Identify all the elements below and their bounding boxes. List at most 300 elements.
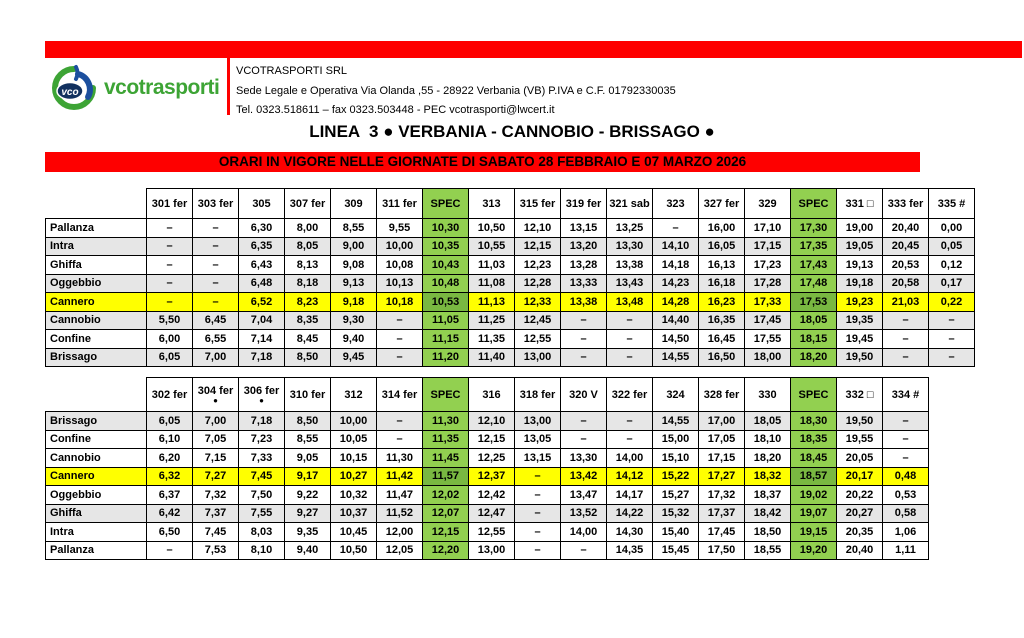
time-cell: – (515, 504, 561, 523)
time-cell: 19,07 (791, 504, 837, 523)
table-row (46, 541, 929, 560)
column-header-label: 310 fer (289, 388, 326, 401)
table-row (46, 219, 975, 238)
time-cell: 15,27 (653, 486, 699, 505)
time-cell: 11,40 (469, 348, 515, 367)
time-cell: 19,18 (837, 274, 883, 293)
time-cell: 18,55 (745, 541, 791, 560)
time-cell: 7,50 (239, 486, 285, 505)
station-cell: Intra (46, 523, 147, 542)
run-column-header (515, 189, 561, 219)
time-cell: 15,10 (653, 449, 699, 468)
time-cell: 16,13 (699, 256, 745, 275)
run-column-header (147, 378, 193, 412)
run-column-header (837, 189, 883, 219)
time-cell: 8,45 (285, 330, 331, 349)
time-cell: 15,22 (653, 467, 699, 486)
time-cell: – (147, 293, 193, 312)
time-cell: 14,12 (607, 467, 653, 486)
run-column-header (147, 189, 193, 219)
run-column-header (377, 378, 423, 412)
time-cell: 18,20 (745, 449, 791, 468)
time-cell: 12,37 (469, 467, 515, 486)
time-cell: 14,55 (653, 348, 699, 367)
time-cell: 12,42 (469, 486, 515, 505)
timetable-grid (45, 377, 929, 560)
time-cell: – (147, 541, 193, 560)
spec-column-header (791, 189, 837, 219)
time-cell: 12,55 (469, 523, 515, 542)
time-cell: – (561, 430, 607, 449)
run-column-header (699, 189, 745, 219)
time-cell: 11,03 (469, 256, 515, 275)
time-cell: 14,22 (607, 504, 653, 523)
time-cell: 13,28 (561, 256, 607, 275)
validity-banner: ORARI IN VIGORE NELLE GIORNATE DI SABATO 28 FEBBRAIO E 07 MARZO 2026 (45, 152, 920, 172)
time-cell: 9,22 (285, 486, 331, 505)
time-cell: 10,15 (331, 449, 377, 468)
time-cell: 11,13 (469, 293, 515, 312)
time-cell: – (147, 219, 193, 238)
time-cell: – (561, 412, 607, 431)
timetable-outbound (45, 188, 975, 367)
column-header-label: 305 (252, 197, 271, 210)
time-cell: 9,55 (377, 219, 423, 238)
time-cell: 17,15 (699, 449, 745, 468)
time-cell: – (607, 311, 653, 330)
spec-column-header (423, 378, 469, 412)
time-cell: 14,35 (607, 541, 653, 560)
time-cell: 6,32 (147, 467, 193, 486)
time-cell: 9,00 (331, 237, 377, 256)
time-cell: – (193, 219, 239, 238)
time-cell: 17,10 (745, 219, 791, 238)
time-cell: 17,35 (791, 237, 837, 256)
time-cell: 13,42 (561, 467, 607, 486)
time-cell: 19,02 (791, 486, 837, 505)
time-cell: 11,35 (423, 430, 469, 449)
time-cell: 20,53 (883, 256, 929, 275)
time-cell: – (193, 256, 239, 275)
time-cell: 18,32 (745, 467, 791, 486)
time-cell: 10,05 (331, 430, 377, 449)
time-cell: 17,55 (745, 330, 791, 349)
time-cell: 14,28 (653, 293, 699, 312)
time-cell: 12,10 (469, 412, 515, 431)
time-cell: 16,00 (699, 219, 745, 238)
time-cell: 6,48 (239, 274, 285, 293)
time-cell: 11,15 (423, 330, 469, 349)
run-column-header (745, 189, 791, 219)
time-cell: 12,00 (377, 523, 423, 542)
time-cell: – (193, 274, 239, 293)
time-cell: 13,48 (607, 293, 653, 312)
time-cell: 10,32 (331, 486, 377, 505)
time-cell: 21,03 (883, 293, 929, 312)
column-header-label: 303 fer (197, 197, 234, 210)
time-cell: 7,53 (193, 541, 239, 560)
time-cell: 18,00 (745, 348, 791, 367)
time-cell: 19,15 (791, 523, 837, 542)
time-cell: – (561, 311, 607, 330)
time-cell: 11,30 (423, 412, 469, 431)
time-cell: 20,17 (837, 467, 883, 486)
time-cell: 14,18 (653, 256, 699, 275)
time-cell: 12,23 (515, 256, 561, 275)
time-cell: 0,17 (929, 274, 975, 293)
run-column-header (377, 189, 423, 219)
column-header-label: 320 V (569, 388, 598, 401)
column-header-label: 318 fer (519, 388, 556, 401)
station-cell: Intra (46, 237, 147, 256)
column-header-label: 309 (344, 197, 363, 210)
time-cell: 14,17 (607, 486, 653, 505)
time-cell: 8,23 (285, 293, 331, 312)
column-header-label: 319 fer (565, 197, 602, 210)
time-cell: – (377, 311, 423, 330)
time-cell: 8,10 (239, 541, 285, 560)
time-cell: 19,55 (837, 430, 883, 449)
time-cell: 19,50 (837, 412, 883, 431)
time-cell: 10,00 (331, 412, 377, 431)
time-cell: 10,18 (377, 293, 423, 312)
time-cell: 18,35 (791, 430, 837, 449)
time-cell: 7,00 (193, 348, 239, 367)
column-header-label: 335 # (937, 197, 966, 210)
time-cell: 17,27 (699, 467, 745, 486)
time-cell: 7,05 (193, 430, 239, 449)
table-row (46, 430, 929, 449)
time-cell: 19,45 (837, 330, 883, 349)
time-cell: 12,25 (469, 449, 515, 468)
time-cell: 9,45 (331, 348, 377, 367)
column-header-label: 329 (758, 197, 777, 210)
time-cell: 16,05 (699, 237, 745, 256)
table-row (46, 293, 975, 312)
time-cell: 7,00 (193, 412, 239, 431)
time-cell: – (561, 541, 607, 560)
time-cell: 13,20 (561, 237, 607, 256)
time-cell: 0,22 (929, 293, 975, 312)
time-cell: 6,10 (147, 430, 193, 449)
time-cell: 9,08 (331, 256, 377, 275)
time-cell: – (377, 348, 423, 367)
time-cell: 20,05 (837, 449, 883, 468)
time-cell: 17,28 (745, 274, 791, 293)
time-cell: 7,45 (193, 523, 239, 542)
time-cell: 6,42 (147, 504, 193, 523)
time-cell: 18,42 (745, 504, 791, 523)
table-row (46, 523, 929, 542)
time-cell: 8,55 (331, 219, 377, 238)
time-cell: – (929, 348, 975, 367)
time-cell: 7,55 (239, 504, 285, 523)
time-cell: 11,57 (423, 467, 469, 486)
time-cell: 12,55 (515, 330, 561, 349)
time-cell: 8,05 (285, 237, 331, 256)
time-cell: 17,45 (699, 523, 745, 542)
column-header-label: SPEC (798, 197, 829, 210)
time-cell: – (147, 256, 193, 275)
column-header-note: ● (213, 396, 218, 405)
time-cell: 9,40 (285, 541, 331, 560)
time-cell: 12,05 (377, 541, 423, 560)
time-cell: 11,08 (469, 274, 515, 293)
time-cell: 13,38 (561, 293, 607, 312)
time-cell: 17,30 (791, 219, 837, 238)
run-column-header (285, 378, 331, 412)
run-column-header (745, 378, 791, 412)
run-column-header (837, 378, 883, 412)
time-cell: 18,57 (791, 467, 837, 486)
time-cell: 14,55 (653, 412, 699, 431)
table-row (46, 348, 975, 367)
run-column-header (469, 378, 515, 412)
time-cell: 6,00 (147, 330, 193, 349)
timetable-grid (45, 188, 975, 367)
station-cell: Cannero (46, 467, 147, 486)
time-cell: 12,28 (515, 274, 561, 293)
time-cell: 13,30 (561, 449, 607, 468)
time-cell: – (377, 430, 423, 449)
time-cell: 7,37 (193, 504, 239, 523)
column-header-label: 315 fer (519, 197, 556, 210)
column-header-label: 332 □ (845, 388, 874, 401)
column-header-label: 306 fer (243, 385, 280, 397)
column-header-label: 312 (344, 388, 363, 401)
run-column-header (561, 189, 607, 219)
time-cell: 17,00 (699, 412, 745, 431)
time-cell: 17,53 (791, 293, 837, 312)
station-cell: Brissago (46, 412, 147, 431)
column-header-label: 302 fer (151, 388, 188, 401)
station-cell: Cannobio (46, 449, 147, 468)
time-cell: – (607, 348, 653, 367)
time-cell: 13,00 (469, 541, 515, 560)
time-cell: – (653, 219, 699, 238)
column-header-label: 331 □ (845, 197, 874, 210)
column-header-label: 316 (482, 388, 501, 401)
time-cell: 12,10 (515, 219, 561, 238)
column-header-label: 334 # (891, 388, 920, 401)
column-header-label: 311 fer (382, 197, 417, 210)
table-row (46, 486, 929, 505)
time-cell: – (883, 430, 929, 449)
time-cell: 7,14 (239, 330, 285, 349)
time-cell: 6,43 (239, 256, 285, 275)
column-header-label: 330 (758, 388, 777, 401)
red-divider-line (227, 58, 230, 115)
time-cell: 14,50 (653, 330, 699, 349)
time-cell: 17,37 (699, 504, 745, 523)
run-column-header (193, 378, 239, 412)
table-row (46, 274, 975, 293)
time-cell: 13,30 (607, 237, 653, 256)
spec-column-header (791, 378, 837, 412)
station-cell: Pallanza (46, 541, 147, 560)
time-cell: 17,43 (791, 256, 837, 275)
time-cell: 18,20 (791, 348, 837, 367)
run-column-header (239, 378, 285, 412)
column-header-note: ● (259, 396, 264, 405)
time-cell: 11,45 (423, 449, 469, 468)
station-cell: Confine (46, 430, 147, 449)
run-column-header (883, 378, 929, 412)
time-cell: 13,43 (607, 274, 653, 293)
time-cell: 18,30 (791, 412, 837, 431)
time-cell: 11,30 (377, 449, 423, 468)
time-cell: 18,15 (791, 330, 837, 349)
column-header-label: 322 fer (611, 388, 648, 401)
time-cell: 11,05 (423, 311, 469, 330)
run-column-header (285, 189, 331, 219)
time-cell: 10,00 (377, 237, 423, 256)
run-column-header (607, 189, 653, 219)
run-column-header (699, 378, 745, 412)
column-header-label: SPEC (430, 388, 461, 401)
time-cell: 10,27 (331, 467, 377, 486)
time-cell: 17,15 (745, 237, 791, 256)
time-cell: 7,27 (193, 467, 239, 486)
time-cell: 6,05 (147, 348, 193, 367)
time-cell: – (515, 541, 561, 560)
top-red-bar (45, 41, 1022, 58)
time-cell: 12,45 (515, 311, 561, 330)
column-header-label: 313 (482, 197, 501, 210)
station-cell: Ghiffa (46, 504, 147, 523)
table-row (46, 256, 975, 275)
time-cell: 20,35 (837, 523, 883, 542)
time-cell: – (515, 467, 561, 486)
time-cell: 8,00 (285, 219, 331, 238)
time-cell: – (193, 293, 239, 312)
time-cell: – (561, 348, 607, 367)
station-cell: Cannero (46, 293, 147, 312)
run-column-header (607, 378, 653, 412)
time-cell: 6,05 (147, 412, 193, 431)
time-cell: 0,58 (883, 504, 929, 523)
run-column-header (653, 189, 699, 219)
time-cell: 9,30 (331, 311, 377, 330)
time-cell: 19,00 (837, 219, 883, 238)
station-cell: Oggebbio (46, 486, 147, 505)
time-cell: 8,18 (285, 274, 331, 293)
run-column-header (883, 189, 929, 219)
time-cell: – (147, 274, 193, 293)
company-info (236, 62, 676, 121)
time-cell: – (515, 486, 561, 505)
time-cell: 0,53 (883, 486, 929, 505)
time-cell: 7,04 (239, 311, 285, 330)
time-cell: 10,53 (423, 293, 469, 312)
time-cell: 0,12 (929, 256, 975, 275)
time-cell: 13,25 (607, 219, 653, 238)
time-cell: 19,13 (837, 256, 883, 275)
table-row (46, 467, 929, 486)
time-cell: 10,45 (331, 523, 377, 542)
logo-wordmark: vcotrasporti (104, 76, 220, 99)
time-cell: 9,40 (331, 330, 377, 349)
time-cell: – (607, 430, 653, 449)
time-cell: 14,10 (653, 237, 699, 256)
time-cell: 19,23 (837, 293, 883, 312)
time-cell: 17,05 (699, 430, 745, 449)
table-row (46, 330, 975, 349)
time-cell: 7,45 (239, 467, 285, 486)
run-column-header (331, 189, 377, 219)
time-cell: 7,18 (239, 348, 285, 367)
header-row (46, 378, 929, 412)
time-cell: 11,42 (377, 467, 423, 486)
time-cell: 17,50 (699, 541, 745, 560)
time-cell: 12,15 (515, 237, 561, 256)
time-cell: 10,08 (377, 256, 423, 275)
time-cell: 12,33 (515, 293, 561, 312)
corner-cell (46, 189, 147, 219)
time-cell: 6,50 (147, 523, 193, 542)
time-cell: 12,07 (423, 504, 469, 523)
time-cell: 17,23 (745, 256, 791, 275)
column-header-label: 307 fer (289, 197, 326, 210)
time-cell: 9,27 (285, 504, 331, 523)
column-header-label: 323 (666, 197, 685, 210)
time-cell: 13,38 (607, 256, 653, 275)
time-cell: – (561, 330, 607, 349)
time-cell: 14,00 (561, 523, 607, 542)
time-cell: – (377, 412, 423, 431)
time-cell: – (607, 412, 653, 431)
time-cell: 7,15 (193, 449, 239, 468)
time-cell: 5,50 (147, 311, 193, 330)
time-cell: – (193, 237, 239, 256)
time-cell: 10,30 (423, 219, 469, 238)
station-cell: Confine (46, 330, 147, 349)
time-cell: 16,45 (699, 330, 745, 349)
time-cell: 10,50 (469, 219, 515, 238)
time-cell: 10,37 (331, 504, 377, 523)
time-cell: 18,05 (745, 412, 791, 431)
time-cell: 6,30 (239, 219, 285, 238)
time-cell: 18,50 (745, 523, 791, 542)
station-cell: Cannobio (46, 311, 147, 330)
timetable-return (45, 377, 929, 560)
time-cell: 12,02 (423, 486, 469, 505)
time-cell: 12,15 (469, 430, 515, 449)
time-cell: 19,05 (837, 237, 883, 256)
time-cell: 9,05 (285, 449, 331, 468)
column-header-label: SPEC (430, 197, 461, 210)
time-cell: 9,18 (331, 293, 377, 312)
time-cell: 14,23 (653, 274, 699, 293)
time-cell: 18,37 (745, 486, 791, 505)
time-cell: 6,35 (239, 237, 285, 256)
time-cell: 14,00 (607, 449, 653, 468)
time-cell: 16,18 (699, 274, 745, 293)
time-cell: 8,03 (239, 523, 285, 542)
vco-logo-icon (50, 64, 98, 112)
time-cell: 1,06 (883, 523, 929, 542)
time-cell: 0,00 (929, 219, 975, 238)
time-cell: – (883, 348, 929, 367)
time-cell: 1,11 (883, 541, 929, 560)
column-header-label: 301 fer (151, 197, 188, 210)
time-cell: 8,55 (285, 430, 331, 449)
run-column-header (239, 189, 285, 219)
time-cell: 20,40 (837, 541, 883, 560)
time-cell: 10,50 (331, 541, 377, 560)
time-cell: 13,15 (561, 219, 607, 238)
time-cell: 6,45 (193, 311, 239, 330)
